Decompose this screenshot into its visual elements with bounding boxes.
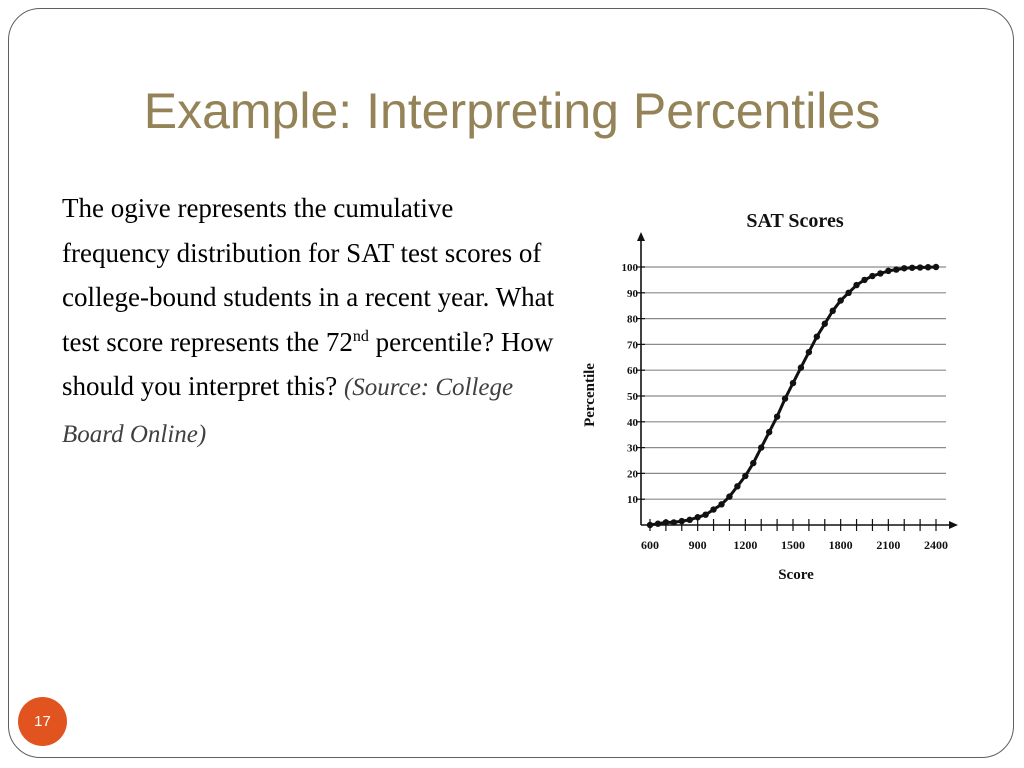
page-number: 17	[34, 713, 51, 730]
slide-title: Example: Interpreting Percentiles	[143, 83, 881, 139]
chart-title: SAT Scores	[746, 210, 844, 232]
data-point	[774, 413, 780, 419]
x-axis-label: Score	[778, 567, 814, 583]
x-axis-arrow	[949, 521, 958, 529]
chart-axes	[637, 232, 958, 531]
data-point	[822, 321, 828, 327]
y-tick-label: 20	[627, 468, 638, 481]
x-tick-label: 2400	[924, 538, 948, 552]
data-point	[671, 519, 677, 525]
x-tick-labels	[641, 538, 948, 552]
data-point	[933, 264, 939, 270]
y-axis-label: Percentile	[582, 363, 598, 427]
page-number-badge	[18, 697, 67, 746]
x-tick-label: 900	[688, 538, 707, 552]
data-point	[814, 333, 820, 339]
sat-ogive-chart	[570, 196, 965, 591]
data-point	[734, 483, 740, 489]
data-point	[885, 268, 891, 274]
data-point	[830, 308, 836, 314]
data-point	[901, 265, 907, 271]
data-point	[893, 266, 899, 272]
data-point	[837, 297, 843, 303]
ordinal-superscript: nd	[352, 327, 369, 345]
data-point	[655, 521, 661, 527]
x-tick-label: 1800	[828, 538, 853, 552]
x-tick-label: 2100	[876, 538, 901, 552]
data-point	[853, 282, 859, 288]
data-point	[766, 429, 772, 435]
data-point	[925, 264, 931, 270]
data-point	[782, 395, 788, 401]
y-tick-label: 80	[627, 313, 638, 326]
y-tick-label: 90	[627, 287, 638, 300]
data-point	[726, 493, 732, 499]
y-tick-label: 60	[627, 365, 638, 378]
data-point	[909, 265, 915, 271]
data-point	[790, 380, 796, 386]
data-point	[687, 517, 693, 523]
body-text-part1: The ogive represents the cumulative frequency distribution for SAT test scores of college-bound students in a recent year. What test score represents the 72	[62, 193, 555, 357]
x-tick-label: 600	[641, 538, 659, 552]
y-tick-label: 70	[627, 339, 638, 352]
data-point	[917, 264, 923, 270]
data-point	[679, 518, 685, 524]
data-point	[663, 519, 669, 525]
y-axis-arrow	[637, 232, 645, 241]
y-tick-label: 40	[627, 416, 638, 429]
y-tick-label: 100	[621, 262, 638, 274]
slide-body-text	[62, 186, 562, 457]
data-point	[877, 270, 883, 276]
data-point	[710, 506, 716, 512]
y-tick-label: 30	[627, 442, 638, 455]
data-point	[861, 277, 867, 283]
x-tick-label: 1500	[781, 538, 805, 552]
y-tick-labels	[622, 262, 639, 506]
data-point	[702, 511, 708, 517]
data-point	[750, 460, 756, 466]
data-point	[806, 349, 812, 355]
data-point	[845, 290, 851, 296]
data-point	[718, 501, 724, 507]
y-tick-label: 50	[627, 391, 638, 403]
data-point	[798, 364, 804, 370]
data-point	[869, 273, 875, 279]
body-text-part2: percentile? How should you interpret this?	[62, 326, 554, 401]
y-tick-label: 10	[627, 494, 638, 507]
source-citation: (Source: College Board Online)	[62, 374, 514, 448]
data-point	[742, 473, 748, 479]
data-point	[694, 514, 700, 520]
x-tick-label: 1200	[733, 538, 758, 552]
data-point	[647, 522, 653, 528]
data-point	[758, 444, 764, 450]
